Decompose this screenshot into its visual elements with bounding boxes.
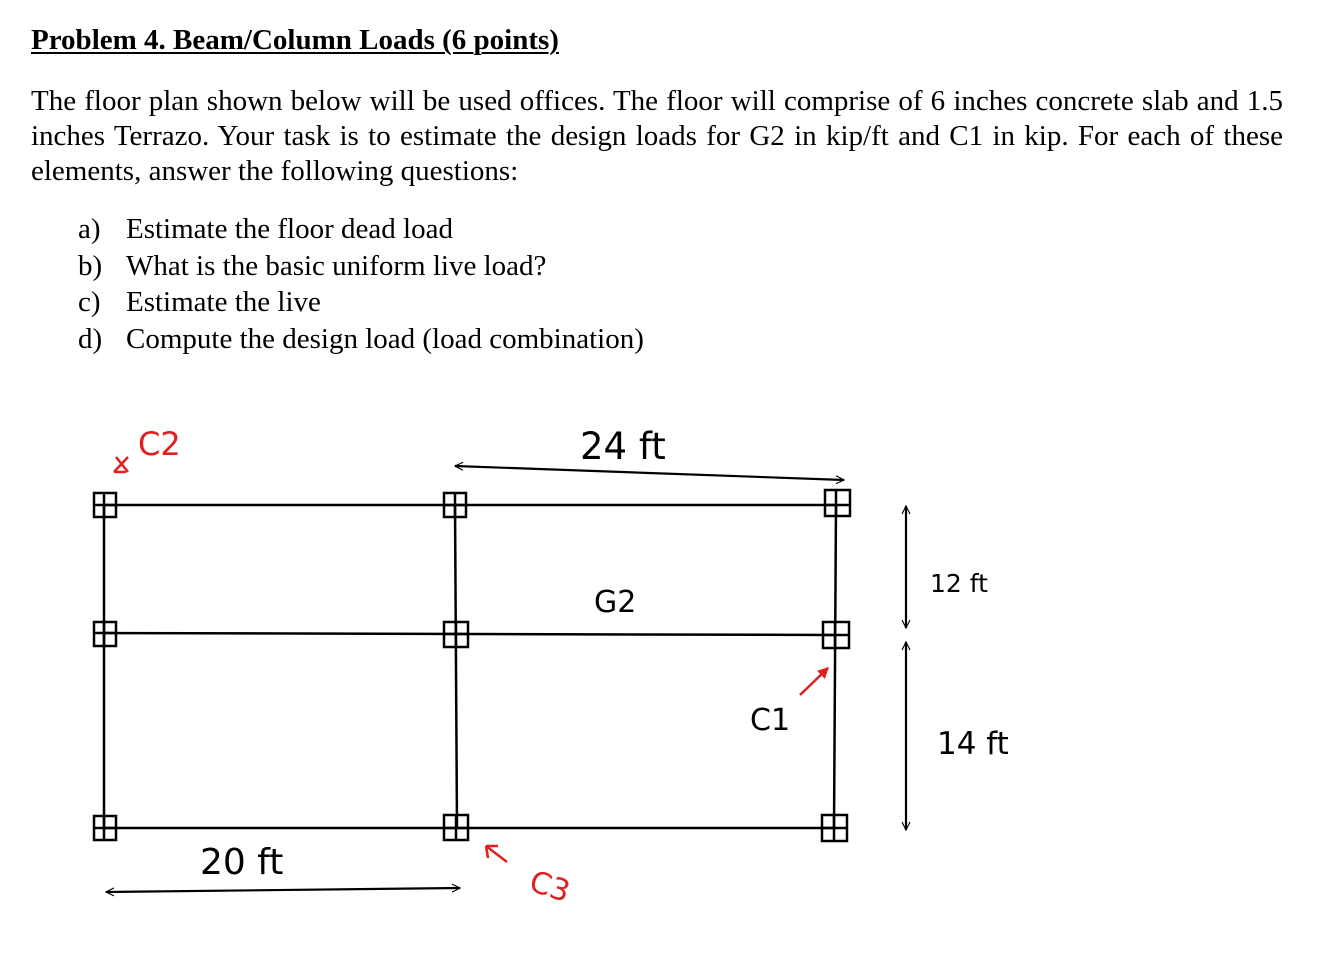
question-item (78, 211, 644, 248)
dimension-label-right-lower: 14 ft (937, 726, 1009, 762)
c3-pointer-arrow (486, 846, 507, 862)
center-girder (455, 505, 457, 828)
c1-pointer-arrow (800, 668, 828, 695)
question-text: Compute the design load (load combination) (126, 322, 644, 355)
question-item (78, 321, 644, 358)
girder-label-g2: G2 (594, 585, 637, 620)
beam-grid (104, 505, 836, 828)
dimension-label-bottom: 20 ft (200, 842, 284, 883)
c2-marker (114, 457, 128, 472)
column-square (444, 622, 468, 647)
columns (94, 490, 850, 841)
column-label-c1: C1 (750, 703, 791, 738)
dimension-label-right-upper: 12 ft (930, 569, 988, 598)
question-marker: a) (78, 213, 101, 245)
column-square (94, 816, 116, 840)
column-square (444, 493, 466, 517)
dimension-label-top: 24 ft (580, 425, 666, 468)
column-label-c3: C3 (525, 864, 575, 910)
dimension-arrow-bottom (106, 888, 460, 892)
column-square (94, 493, 116, 517)
question-text: Estimate the floor dead load (126, 213, 453, 245)
question-marker: d) (78, 322, 103, 355)
middle-beam (104, 633, 836, 635)
question-item (78, 248, 644, 285)
column-square (822, 815, 847, 841)
problem-intro: The floor plan shown below will be used offices. The floor will comprise of 6 inches concrete slab and 1.5 inches Terrazo. Your task is to estimate the design loads for G2 in kip/ft and C1 in kip. For each of these elements, answer the following questions: (31, 85, 1283, 187)
column-square (444, 815, 468, 840)
column-square (823, 622, 849, 648)
question-text: What is the basic uniform live load? (126, 249, 547, 282)
question-item (78, 284, 644, 321)
right-girder (834, 505, 836, 828)
floor-plan-diagram (0, 400, 1336, 978)
column-square (94, 622, 116, 646)
column-label-c2: C2 (138, 425, 181, 463)
question-marker: c) (78, 286, 101, 318)
problem-heading: Problem 4. Beam/Column Loads (6 points) (31, 24, 559, 56)
column-square (825, 490, 850, 516)
question-list (78, 211, 644, 357)
dimension-arrow-top (455, 466, 844, 480)
question-marker: b) (78, 249, 103, 282)
question-text: Estimate the live (126, 286, 321, 318)
